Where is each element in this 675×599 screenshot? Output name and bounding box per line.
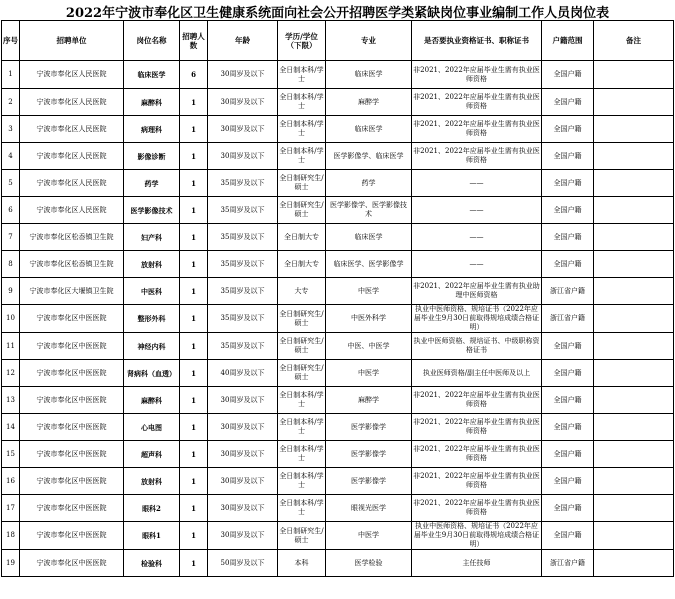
cell-age: 35周岁及以下 bbox=[208, 333, 278, 360]
cell-age: 35周岁及以下 bbox=[208, 224, 278, 251]
table-row bbox=[2, 305, 674, 333]
cell-cert: 非2021、2022年应届毕业生需有执业医师资格 bbox=[412, 495, 542, 522]
cell-edu: 全日制研究生/硕士 bbox=[278, 305, 326, 333]
cell-major: 眼视光医学 bbox=[326, 495, 412, 522]
table-row bbox=[2, 116, 674, 143]
cell-cert: —— bbox=[412, 251, 542, 278]
cell-huji: 浙江省户籍 bbox=[542, 305, 594, 333]
cell-edu: 全日制本科/学士 bbox=[278, 495, 326, 522]
cell-edu: 全日制本科/学士 bbox=[278, 414, 326, 441]
cell-cert: 非2021、2022年应届毕业生需有执业医师资格 bbox=[412, 143, 542, 170]
cell-note bbox=[594, 441, 674, 468]
cell-note bbox=[594, 278, 674, 305]
cell-unit: 宁波市奉化区大堰镇卫生院 bbox=[20, 278, 124, 305]
cell-edu: 全日制大专 bbox=[278, 224, 326, 251]
cell-num: 6 bbox=[180, 61, 208, 89]
cell-post: 病理科 bbox=[124, 116, 180, 143]
cell-huji: 全国户籍 bbox=[542, 522, 594, 550]
cell-age: 35周岁及以下 bbox=[208, 197, 278, 224]
header-cert: 是否要执业资格证书、职称证书 bbox=[412, 21, 542, 61]
cell-unit: 宁波市奉化区人民医院 bbox=[20, 61, 124, 89]
cell-post: 肾病科（血透） bbox=[124, 360, 180, 387]
cell-note bbox=[594, 251, 674, 278]
cell-age: 30周岁及以下 bbox=[208, 468, 278, 495]
cell-edu: 全日制大专 bbox=[278, 251, 326, 278]
cell-age: 35周岁及以下 bbox=[208, 251, 278, 278]
cell-cert: —— bbox=[412, 224, 542, 251]
cell-age: 35周岁及以下 bbox=[208, 278, 278, 305]
cell-age: 30周岁及以下 bbox=[208, 441, 278, 468]
cell-major: 医学影像学 bbox=[326, 468, 412, 495]
table-row bbox=[2, 468, 674, 495]
cell-cert: 非2021、2022年应届毕业生需有执业医师资格 bbox=[412, 116, 542, 143]
cell-unit: 宁波市奉化区人民医院 bbox=[20, 197, 124, 224]
cell-no: 9 bbox=[2, 278, 20, 305]
cell-edu: 全日制研究生/硕士 bbox=[278, 333, 326, 360]
cell-huji: 浙江省户籍 bbox=[542, 278, 594, 305]
cell-num: 1 bbox=[180, 522, 208, 550]
cell-unit: 宁波市奉化区中医医院 bbox=[20, 360, 124, 387]
cell-huji: 全国户籍 bbox=[542, 197, 594, 224]
cell-major: 中医学 bbox=[326, 522, 412, 550]
positions-table bbox=[1, 20, 674, 577]
table-row bbox=[2, 360, 674, 387]
cell-note bbox=[594, 387, 674, 414]
cell-age: 35周岁及以下 bbox=[208, 170, 278, 197]
cell-huji: 全国户籍 bbox=[542, 143, 594, 170]
table-row bbox=[2, 414, 674, 441]
table-row bbox=[2, 550, 674, 577]
cell-no: 14 bbox=[2, 414, 20, 441]
cell-unit: 宁波市奉化区中医医院 bbox=[20, 522, 124, 550]
cell-no: 18 bbox=[2, 522, 20, 550]
cell-post: 临床医学 bbox=[124, 61, 180, 89]
cell-post: 眼科2 bbox=[124, 495, 180, 522]
table-row bbox=[2, 495, 674, 522]
cell-num: 1 bbox=[180, 89, 208, 116]
cell-num: 1 bbox=[180, 305, 208, 333]
table-header-row bbox=[2, 21, 674, 61]
cell-edu: 全日制本科/学士 bbox=[278, 61, 326, 89]
cell-age: 40周岁及以下 bbox=[208, 360, 278, 387]
cell-post: 超声科 bbox=[124, 441, 180, 468]
header-unit: 招聘单位 bbox=[20, 21, 124, 61]
cell-major: 中医学 bbox=[326, 360, 412, 387]
cell-num: 1 bbox=[180, 468, 208, 495]
cell-huji: 全国户籍 bbox=[542, 360, 594, 387]
cell-major: 中医外科学 bbox=[326, 305, 412, 333]
cell-major: 医学影像学、临床医学 bbox=[326, 143, 412, 170]
cell-no: 11 bbox=[2, 333, 20, 360]
cell-huji: 全国户籍 bbox=[542, 224, 594, 251]
cell-edu: 本科 bbox=[278, 550, 326, 577]
cell-no: 6 bbox=[2, 197, 20, 224]
cell-no: 15 bbox=[2, 441, 20, 468]
table-row bbox=[2, 441, 674, 468]
cell-num: 1 bbox=[180, 251, 208, 278]
header-major: 专业 bbox=[326, 21, 412, 61]
cell-unit: 宁波市奉化区中医医院 bbox=[20, 468, 124, 495]
cell-cert: 非2021、2022年应届毕业生需有执业医师资格 bbox=[412, 89, 542, 116]
cell-major: 临床医学、医学影像学 bbox=[326, 251, 412, 278]
table-row bbox=[2, 387, 674, 414]
cell-edu: 全日制研究生/硕士 bbox=[278, 360, 326, 387]
table-row bbox=[2, 143, 674, 170]
cell-huji: 全国户籍 bbox=[542, 170, 594, 197]
cell-post: 麻醉科 bbox=[124, 387, 180, 414]
cell-huji: 全国户籍 bbox=[542, 116, 594, 143]
cell-post: 整形外科 bbox=[124, 305, 180, 333]
cell-major: 麻醉学 bbox=[326, 387, 412, 414]
cell-no: 17 bbox=[2, 495, 20, 522]
cell-note bbox=[594, 414, 674, 441]
cell-no: 13 bbox=[2, 387, 20, 414]
cell-unit: 宁波市奉化区人民医院 bbox=[20, 170, 124, 197]
cell-num: 1 bbox=[180, 387, 208, 414]
cell-huji: 全国户籍 bbox=[542, 333, 594, 360]
cell-major: 中医学 bbox=[326, 278, 412, 305]
cell-num: 1 bbox=[180, 441, 208, 468]
cell-note bbox=[594, 305, 674, 333]
cell-age: 50周岁及以下 bbox=[208, 550, 278, 577]
cell-unit: 宁波市奉化区中医医院 bbox=[20, 333, 124, 360]
cell-huji: 全国户籍 bbox=[542, 89, 594, 116]
cell-post: 放射科 bbox=[124, 468, 180, 495]
cell-cert: 非2021、2022年应届毕业生需有执业医师资格 bbox=[412, 387, 542, 414]
cell-num: 1 bbox=[180, 224, 208, 251]
cell-cert: —— bbox=[412, 170, 542, 197]
cell-age: 30周岁及以下 bbox=[208, 116, 278, 143]
cell-huji: 浙江省户籍 bbox=[542, 550, 594, 577]
cell-huji: 全国户籍 bbox=[542, 251, 594, 278]
cell-unit: 宁波市奉化区中医医院 bbox=[20, 414, 124, 441]
cell-major: 医学影像学 bbox=[326, 414, 412, 441]
cell-num: 1 bbox=[180, 170, 208, 197]
cell-post: 影像诊断 bbox=[124, 143, 180, 170]
cell-note bbox=[594, 360, 674, 387]
table-row bbox=[2, 278, 674, 305]
cell-age: 30周岁及以下 bbox=[208, 414, 278, 441]
cell-major: 医学检验 bbox=[326, 550, 412, 577]
cell-huji: 全国户籍 bbox=[542, 468, 594, 495]
cell-age: 30周岁及以下 bbox=[208, 387, 278, 414]
cell-cert: 非2021、2022年应届毕业生需有执业助理中医师资格 bbox=[412, 278, 542, 305]
cell-unit: 宁波市奉化区中医医院 bbox=[20, 305, 124, 333]
cell-age: 30周岁及以下 bbox=[208, 89, 278, 116]
cell-note bbox=[594, 468, 674, 495]
cell-major: 临床医学 bbox=[326, 224, 412, 251]
cell-cert: 执业中医师资格、规培证书（2022年应届毕业生9月30日前取得规培成绩合格证明） bbox=[412, 522, 542, 550]
header-post: 岗位名称 bbox=[124, 21, 180, 61]
cell-num: 1 bbox=[180, 495, 208, 522]
cell-post: 心电图 bbox=[124, 414, 180, 441]
cell-no: 19 bbox=[2, 550, 20, 577]
cell-major: 临床医学 bbox=[326, 61, 412, 89]
cell-note bbox=[594, 143, 674, 170]
cell-no: 2 bbox=[2, 89, 20, 116]
cell-note bbox=[594, 522, 674, 550]
document-title: 2022年宁波市奉化区卫生健康系统面向社会公开招聘医学类紧缺岗位事业编制工作人员岗位表 bbox=[65, 6, 610, 21]
cell-huji: 全国户籍 bbox=[542, 387, 594, 414]
cell-post: 检验科 bbox=[124, 550, 180, 577]
header-note: 备注 bbox=[594, 21, 674, 61]
cell-edu: 全日制本科/学士 bbox=[278, 143, 326, 170]
cell-huji: 全国户籍 bbox=[542, 61, 594, 89]
cell-edu: 全日制研究生/硕士 bbox=[278, 170, 326, 197]
cell-note bbox=[594, 61, 674, 89]
cell-edu: 全日制本科/学士 bbox=[278, 441, 326, 468]
cell-unit: 宁波市奉化区人民医院 bbox=[20, 143, 124, 170]
cell-no: 12 bbox=[2, 360, 20, 387]
cell-no: 3 bbox=[2, 116, 20, 143]
cell-unit: 宁波市奉化区中医医院 bbox=[20, 495, 124, 522]
cell-unit: 宁波市奉化区中医医院 bbox=[20, 441, 124, 468]
cell-unit: 宁波市奉化区中医医院 bbox=[20, 387, 124, 414]
cell-unit: 宁波市奉化区松岙镇卫生院 bbox=[20, 224, 124, 251]
cell-major: 药学 bbox=[326, 170, 412, 197]
cell-post: 神经内科 bbox=[124, 333, 180, 360]
cell-age: 30周岁及以下 bbox=[208, 495, 278, 522]
cell-major: 医学影像学、医学影像技术 bbox=[326, 197, 412, 224]
cell-huji: 全国户籍 bbox=[542, 414, 594, 441]
cell-unit: 宁波市奉化区人民医院 bbox=[20, 116, 124, 143]
cell-num: 1 bbox=[180, 360, 208, 387]
cell-note bbox=[594, 116, 674, 143]
cell-age: 35周岁及以下 bbox=[208, 305, 278, 333]
cell-age: 30周岁及以下 bbox=[208, 61, 278, 89]
cell-cert: 非2021、2022年应届毕业生需有执业医师资格 bbox=[412, 414, 542, 441]
table-row bbox=[2, 251, 674, 278]
cell-no: 5 bbox=[2, 170, 20, 197]
cell-unit: 宁波市奉化区松岙镇卫生院 bbox=[20, 251, 124, 278]
cell-note bbox=[594, 224, 674, 251]
cell-unit: 宁波市奉化区中医医院 bbox=[20, 550, 124, 577]
cell-num: 1 bbox=[180, 197, 208, 224]
cell-num: 1 bbox=[180, 116, 208, 143]
cell-cert: 主任技师 bbox=[412, 550, 542, 577]
cell-post: 中医科 bbox=[124, 278, 180, 305]
cell-edu: 全日制本科/学士 bbox=[278, 116, 326, 143]
cell-no: 10 bbox=[2, 305, 20, 333]
table-row bbox=[2, 522, 674, 550]
table-body bbox=[2, 61, 674, 577]
header-age: 年龄 bbox=[208, 21, 278, 61]
cell-no: 8 bbox=[2, 251, 20, 278]
cell-cert: —— bbox=[412, 197, 542, 224]
table-row bbox=[2, 61, 674, 89]
cell-edu: 全日制研究生/硕士 bbox=[278, 197, 326, 224]
cell-note bbox=[594, 197, 674, 224]
cell-edu: 全日制本科/学士 bbox=[278, 89, 326, 116]
cell-no: 4 bbox=[2, 143, 20, 170]
cell-edu: 全日制研究生/硕士 bbox=[278, 522, 326, 550]
cell-no: 7 bbox=[2, 224, 20, 251]
cell-cert: 非2021、2022年应届毕业生需有执业医师资格 bbox=[412, 468, 542, 495]
cell-num: 1 bbox=[180, 414, 208, 441]
cell-edu: 大专 bbox=[278, 278, 326, 305]
cell-note bbox=[594, 495, 674, 522]
cell-cert: 执业医师资格/副主任中医师及以上 bbox=[412, 360, 542, 387]
header-num: 招聘人数 bbox=[180, 21, 208, 61]
cell-num: 1 bbox=[180, 333, 208, 360]
table-row bbox=[2, 170, 674, 197]
table-row bbox=[2, 224, 674, 251]
cell-no: 16 bbox=[2, 468, 20, 495]
cell-num: 1 bbox=[180, 550, 208, 577]
table-row bbox=[2, 333, 674, 360]
cell-post: 医学影像技术 bbox=[124, 197, 180, 224]
cell-age: 30周岁及以下 bbox=[208, 522, 278, 550]
cell-cert: 执业中医师资格、规培证书、中级职称资格证书 bbox=[412, 333, 542, 360]
cell-cert: 非2021、2022年应届毕业生需有执业医师资格 bbox=[412, 441, 542, 468]
cell-note bbox=[594, 550, 674, 577]
header-huji: 户籍范围 bbox=[542, 21, 594, 61]
header-edu: 学历/学位（下限） bbox=[278, 21, 326, 61]
cell-cert: 执业中医师资格、规培证书（2022年应届毕业生9月30日前取得规培成绩合格证明） bbox=[412, 305, 542, 333]
cell-major: 医学影像学 bbox=[326, 441, 412, 468]
table-row bbox=[2, 197, 674, 224]
cell-post: 药学 bbox=[124, 170, 180, 197]
cell-age: 30周岁及以下 bbox=[208, 143, 278, 170]
cell-note bbox=[594, 89, 674, 116]
header-no: 序号 bbox=[2, 21, 20, 61]
cell-cert: 非2021、2022年应届毕业生需有执业医师资格 bbox=[412, 61, 542, 89]
cell-huji: 全国户籍 bbox=[542, 441, 594, 468]
cell-major: 中医、中医学 bbox=[326, 333, 412, 360]
cell-note bbox=[594, 333, 674, 360]
cell-huji: 全国户籍 bbox=[542, 495, 594, 522]
cell-num: 1 bbox=[180, 278, 208, 305]
cell-post: 麻醉科 bbox=[124, 89, 180, 116]
table-row bbox=[2, 89, 674, 116]
cell-post: 妇产科 bbox=[124, 224, 180, 251]
cell-num: 1 bbox=[180, 143, 208, 170]
cell-post: 放射科 bbox=[124, 251, 180, 278]
cell-edu: 全日制本科/学士 bbox=[278, 468, 326, 495]
cell-major: 麻醉学 bbox=[326, 89, 412, 116]
cell-note bbox=[594, 170, 674, 197]
cell-major: 临床医学 bbox=[326, 116, 412, 143]
cell-edu: 全日制本科/学士 bbox=[278, 387, 326, 414]
cell-post: 眼科1 bbox=[124, 522, 180, 550]
cell-no: 1 bbox=[2, 61, 20, 89]
cell-unit: 宁波市奉化区人民医院 bbox=[20, 89, 124, 116]
